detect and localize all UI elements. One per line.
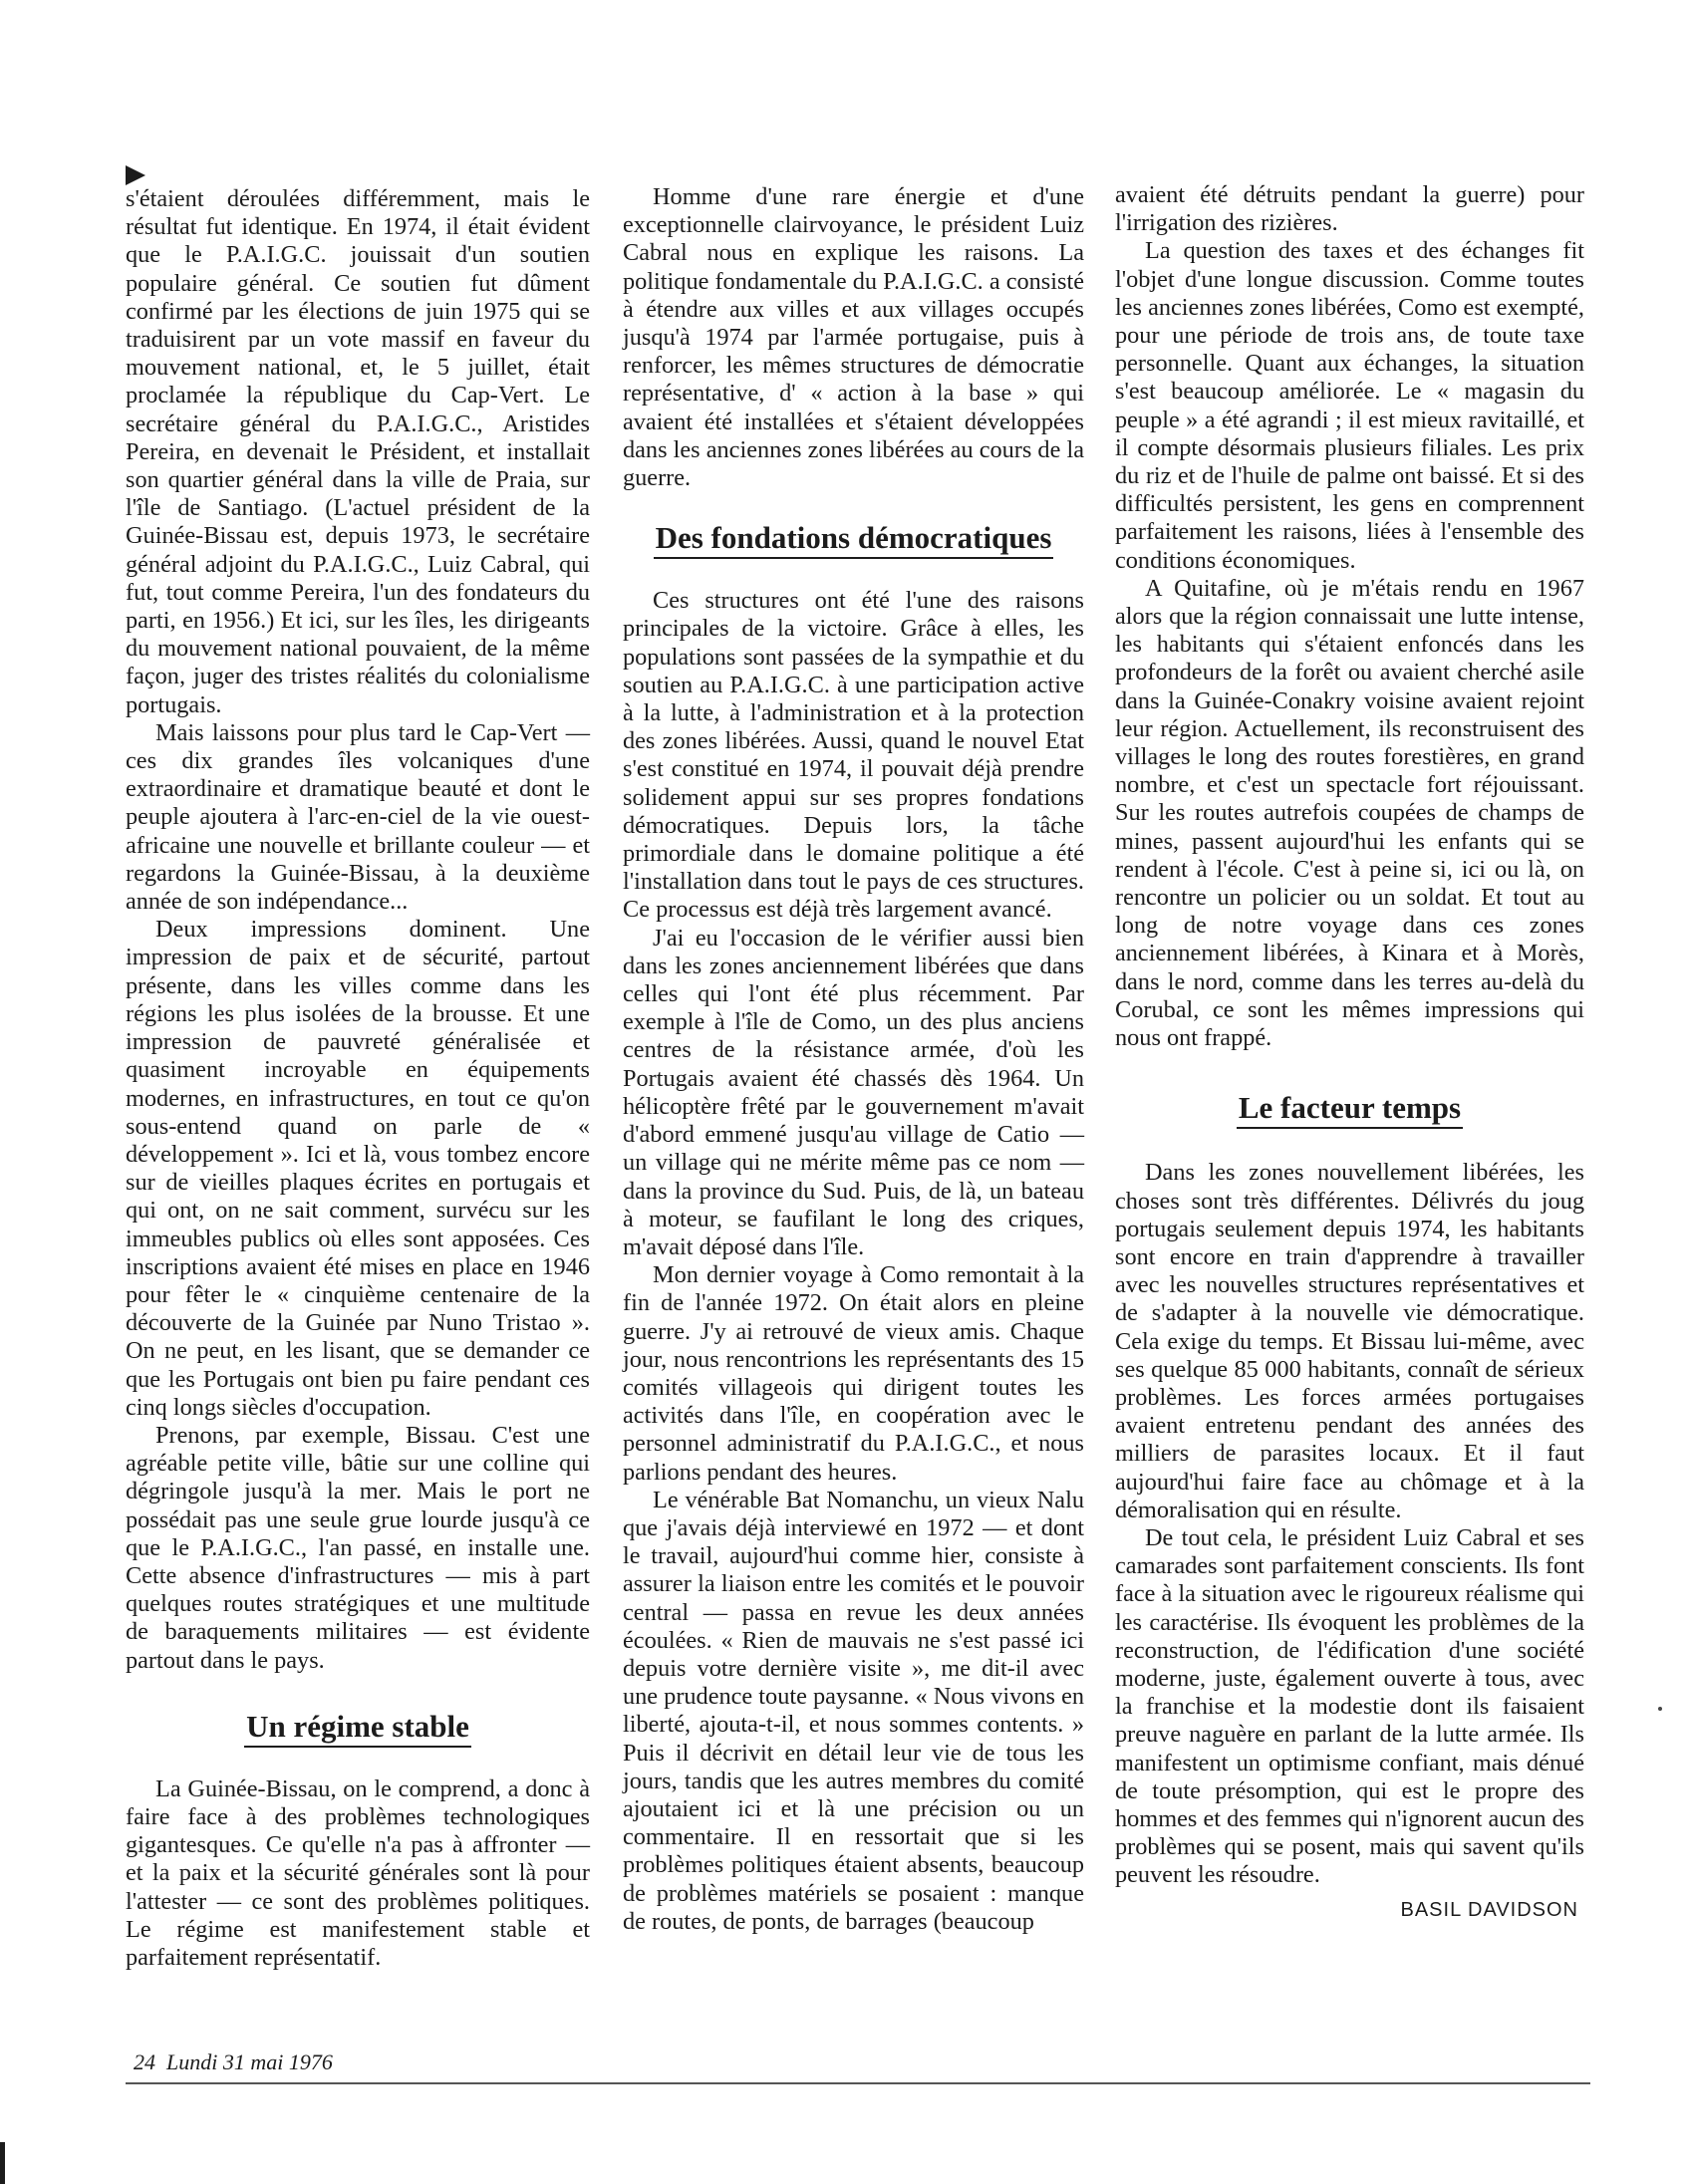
footer-rule (126, 2082, 1590, 2084)
scan-edge-mark (0, 2142, 5, 2184)
column-2 (623, 183, 1084, 1936)
section-heading-text: Le facteur temps (1237, 1090, 1463, 1129)
section-heading (126, 1709, 590, 1748)
paragraph: Mais laissons pour plus tard le Cap-Vert — ces dix grandes îles volcaniques d'une extraordinaire et dramatique beauté et dont le peuple ajoutera à l'arc-en-ciel de la vie ouest-africaine une nouvelle et brillante couleur — et regardons la Guinée-Bissau, à la deuxième année de son indépendance... (126, 718, 590, 916)
page-footer (134, 2049, 333, 2075)
paragraph: Mon dernier voyage à Como remontait à la fin de l'année 1972. On était alors en pleine guerre. J'y ai retrouvé de vieux amis. Chaque jour, nous rencontrions les représentants des 15 comités villageois qui dirigent toutes les activités dans l'île, en coopération avec le personnel administratif du P.A.I.G.C., et nous parlions pendant des heures. (623, 1261, 1084, 1486)
paragraph: Le vénérable Bat Nomanchu, un vieux Nalu que j'avais déjà interviewé en 1972 — et dont le travail, aujourd'hui comme hier, consiste à assurer la liaison entre les comités et le pouvoir central — passa en revue les deux années écoulées. « Rien de mauvais ne s'est passé ici depuis votre dernière visite », me dit-il avec une prudence toute paysanne. « Nous vivons en liberté, ajouta-t-il, et nous sommes contents. » Puis il décrivit en détail leur vie de tous les jours, tandis que les autres membres du comité ajoutaient ici et là une précision ou un commentaire. Il en ressortait que si les problèmes politiques étaient absents, beaucoup de problèmes matériels se posaient : manque de routes, de ponts, de barrages (beaucoup (623, 1486, 1084, 1935)
paragraph: De tout cela, le président Luiz Cabral et ses camarades sont parfaitement conscients. Ils font face à la situation avec le rigoureux réalisme qui les caractérise. Ils évoquent les problèmes de la reconstruction, de l'édification d'une société moderne, juste, également ouverte à tous, avec la franchise et la modestie dont ils faisaient preuve naguère en parlant de la lutte armée. Ils manifestent un optimisme confiant, mais dénué de toute présomption, qui est le propre des hommes et des femmes qui n'ignorent aucun des problèmes qui se posent, mais qui savent qu'ils peuvent les résoudre. (1115, 1523, 1584, 1889)
paragraph: Ces structures ont été l'une des raisons principales de la victoire. Grâce à elles, les populations sont passées de la sympathie et du soutien au P.A.I.G.C. à une participation active à la lutte, à l'administration et à la protection des zones libérées. Aussi, quand le nouvel Etat s'est constitué en 1974, il pouvait déjà prendre solidement appui sur ses propres fondations démocratiques. Depuis lors, la tâche primordiale dans le domaine politique a été l'installation dans tout le pays de ces structures. Ce processus est déjà très largement avancé. (623, 587, 1084, 924)
section-heading (623, 520, 1084, 559)
paragraph: A Quitafine, où je m'étais rendu en 1967 alors que la région connaissait une lutte intense, les habitants qui s'étaient enfoncés dans les profondeurs de la forêt ou avaient cherché asile dans la Guinée-Conakry voisine avaient rejoint leur région. Actuellement, ils reconstruisent des villages le long des routes forestières, en grand nombre, et c'est un spectacle fort réjouissant. Sur les routes autrefois coupées de champs de mines, passent aujourd'hui les enfants qui se rendent à l'école. C'est à peine si, ici ou là, on rencontre un policier ou un soldat. Et tout au long de notre voyage dans ces zones anciennement libérées, à Kinara et à Morès, dans le nord, comme dans les terres au-delà du Corubal, ce sont les mêmes impressions qui nous ont frappé. (1115, 574, 1584, 1052)
paragraph: Dans les zones nouvellement libérées, les choses sont très différentes. Délivrés du joug portugais seulement depuis 1974, les habitants sont encore en train d'apprendre à travailler avec les nouvelles structures représentatives et de s'adapter à la nouvelle vie démocratique. Cela exige du temps. Et Bissau lui-même, avec ses quelque 85 000 habitants, connaît de sérieux problèmes. Les forces armées portugaises avaient entretenu pendant des années des milliers de parasites locaux. Et il faut aujourd'hui faire face au chômage et à la démoralisation qui en résulte. (1115, 1159, 1584, 1523)
scan-speck (1658, 1707, 1662, 1711)
column-1 (126, 185, 590, 1972)
paragraph: La question des taxes et des échanges fit l'objet d'une longue discussion. Comme toutes les anciennes zones libérées, Como est exempté, pour une période de trois ans, de toute taxe personnelle. Quant aux échanges, la situation s'est beaucoup améliorée. Le « magasin du peuple » a été agrandi ; il est mieux ravitaillé, et il compte désormais plusieurs filiales. Les prix du riz et de l'huile de palme ont baissé. Et si des difficultés persistent, les gens en comprennent parfaitement les raisons, liées à l'ensemble des conditions économiques. (1115, 237, 1584, 574)
section-heading (1115, 1090, 1584, 1129)
paragraph: Deux impressions dominent. Une impression de paix et de sécurité, partout présente, dans les villes comme dans les régions les plus isolées de la brousse. Et une impression de pauvreté généralisée et quasiment incroyable en équipements modernes, en infrastructures, en tout ce qu'on sous-entend quand on parle de « développement ». Ici et là, vous tombez encore sur de vieilles plaques écrites en portugais et qui ont, on ne sait comment, survécu sur les immeubles publics où elles sont apposées. Ces inscriptions avaient été mises en place en 1946 pour fêter le « cinquième centenaire de la découverte de la Guinée par Nuno Tristao ». On ne peut, en les lisant, que se demander ce que les Portugais ont bien pu faire pendant ces cinq longs siècles d'occupation. (126, 916, 590, 1421)
paragraph: avaient été détruits pendant la guerre) pour l'irrigation des rizières. (1115, 181, 1584, 237)
page-number: 24 (134, 2049, 155, 2074)
paragraph: Prenons, par exemple, Bissau. C'est une agréable petite ville, bâtie sur une colline qui dégringole jusqu'à la mer. Mais le port ne possédait pas une seule grue lourde jusqu'à ce que le P.A.I.G.C., l'an passé, en installe une. Cette absence d'infrastructures — mis à part quelques routes stratégiques et une multitude de baraquements militaires — est évidente partout dans le pays. (126, 1421, 590, 1674)
section-heading-text: Un régime stable (244, 1709, 471, 1748)
paragraph: s'étaient déroulées différemment, mais le résultat fut identique. En 1974, il était évident que le P.A.I.G.C. jouissait d'un soutien populaire général. Ce soutien fut dûment confirmé par les élections de juin 1975 qui se traduisirent par un vote massif en faveur du mouvement national, et, le 5 juillet, était proclamée la république du Cap-Vert. Le secrétaire général du P.A.I.G.C., Aristides Pereira, en devenait le Président, et installait son quartier général dans la ville de Praia, sur l'île de Santiago. (L'actuel président de la Guinée-Bissau est, depuis 1973, le secrétaire général adjoint du P.A.I.G.C., Luiz Cabral, qui fut, tout comme Pereira, l'un des fondateurs du parti, en 1956.) Et ici, sur les îles, les dirigeants du mouvement national pouvaient, de la même façon, juger des tristes réalités du colonialisme portugais. (126, 185, 590, 718)
paragraph: Homme d'une rare énergie et d'une exceptionnelle clairvoyance, le président Luiz Cabral nous en explique les raisons. La politique fondamentale du P.A.I.G.C. a consisté à étendre aux villes et aux villages occupés jusqu'à 1974 par l'armée portugaise, puis à renforcer, les mêmes structures de démocratie représentative, d' « action à la base » qui avaient été installées et s'étaient développées dans les anciennes zones libérées au cours de la guerre. (623, 183, 1084, 492)
column-3 (1115, 181, 1584, 1924)
paragraph: La Guinée-Bissau, on le comprend, a donc à faire face à des problèmes technologiques gigantesques. Ce qu'elle n'a pas à affronter — et la paix et la sécurité générales sont là pour l'attester — ce sont des problèmes politiques. Le régime est manifestement stable et parfaitement représentatif. (126, 1774, 590, 1971)
continuation-arrow-icon (126, 165, 145, 185)
paragraph: J'ai eu l'occasion de le vérifier aussi bien dans les zones anciennement libérées que dans celles qui l'ont été plus récemment. Par exemple à l'île de Como, un des plus anciens centres de la résistance armée, d'où les Portugais avaient été chassés dès 1964. Un hélicoptère frêté par le gouvernement m'avait d'abord emmené jusqu'au village de Catio — un village qui ne mérite même pas ce nom — dans la province du Sud. Puis, de là, un bateau à moteur, se faufilant le long des criques, m'avait déposé dans l'île. (623, 924, 1084, 1260)
issue-date: Lundi 31 mai 1976 (166, 2049, 333, 2074)
author-signature: BASIL DAVIDSON (1400, 1898, 1578, 1921)
section-heading-text: Des fondations démocratiques (654, 520, 1054, 559)
